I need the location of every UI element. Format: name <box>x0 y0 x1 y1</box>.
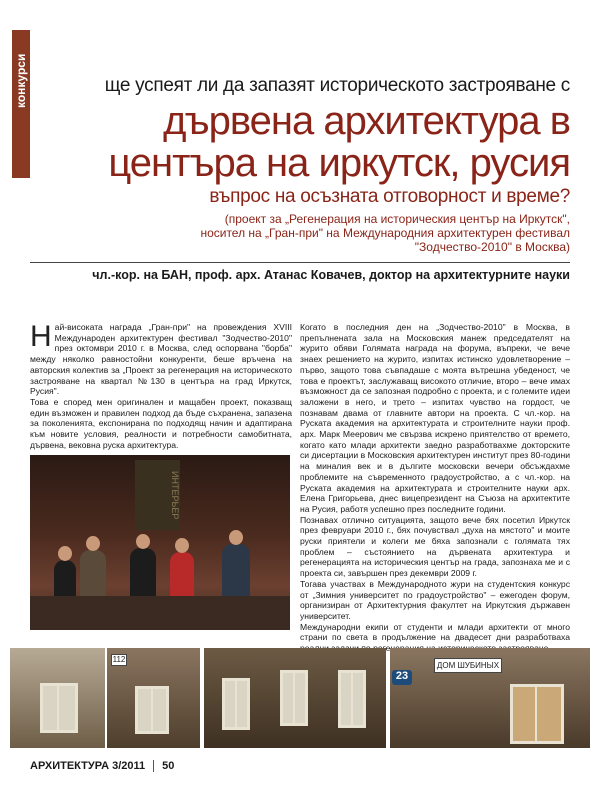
project-note-line-2: носител на „Гран-при" на Международния архитектурен фестивал <box>200 226 570 240</box>
project-note-line-3: "Зодчество-2010" в Москва) <box>414 240 570 254</box>
window <box>222 678 250 730</box>
kicker: ще успеят ли да запазят историческото застрояване с <box>104 75 570 96</box>
section-tab <box>12 30 30 178</box>
section-label: конкурси <box>14 53 28 108</box>
paragraph: Тогава участвах в Международното жури на студентския конкурс от „Зимния университет по градоустройство" – ежегоден форум, организиран от Архитектурния факултет на Иркутския държавен университет. <box>300 578 570 621</box>
paragraph: Когато в последния ден на „Зодчество-2010" в Москва, в препълнената зала на Московския манеж председателят на журито обяви Голямата награда на форума, въпреки, че вече знаех решението на журито, изпитах истинско удовлетворение – първо, защото това съвпадаше с моята вътрешна убеденост, че това е проектът, заслужаващ високото отличие, второ – вече имах възможност да се запозная подробно с проекта, и с големите идеи заложени в него, и трето – изпитах чувство на гордост, че познавам двама от главните автори на проекта. С чл.-кор. на Руската академия на архитектурата и строителните науки проф. арх. Марк Меерович ме свързва искрено приятелство от времето, когато като млади архитекти заедно разработвахме докторските си дисертации в Московския архитектурен институт през 80-години на миналия век и в дългите московски вечери обсъждахме проблемите на съвременното градоустройство, а с чл.-кор. на Руската академия на архитектурата и строителните науки арх. Елена Григорьева, днес вицепрезидент на Съюза на архитектите на Русия, работя успешно през последните години. <box>300 322 570 514</box>
headline <box>95 100 570 184</box>
subhead: въпрос на осъзната отговорност и време? <box>209 186 570 207</box>
project-note-line-1: (проект за „Регенерация на историческия център на Иркутск", <box>224 212 570 226</box>
stage-floor <box>30 596 290 630</box>
window <box>338 670 366 728</box>
window <box>280 670 308 726</box>
award-ceremony-photo <box>30 455 290 630</box>
door <box>510 684 564 744</box>
divider <box>30 262 570 263</box>
wooden-house-photo <box>204 648 386 748</box>
footer-divider <box>153 760 154 772</box>
window <box>135 686 169 734</box>
house-name-plate: ДОМ ШУБИНЫХ <box>434 658 502 673</box>
project-note <box>150 212 570 254</box>
article-column-2 <box>300 322 570 654</box>
footer <box>30 760 174 772</box>
paragraph: Най-високата награда „Гран-при" на провеждения XVIII Международен архитектурен фестивал "Зодчество-2010" през октомври 2010 г. в Москва, след оспорвана "борба" между няколко равностойни конкуренти, беше връчена на авторския колектив за „Проект за регенерация на историческото застрояване на квартал №130 в центъра на град Иркутск, Русия". <box>30 320 292 397</box>
house-number-plate: 23 <box>392 670 412 685</box>
window <box>40 683 78 733</box>
headline-line-1: дървена архитектура в <box>163 99 570 143</box>
wooden-house-photo <box>107 648 200 748</box>
author-byline: чл.-кор. на БАН, проф. арх. Атанас Ковачев, доктор на архитектурните науки <box>92 268 570 282</box>
paragraph: Международни екипи от студенти и млади архитекти от много страни по света в продължение на двадесет дни разработваха <box>300 621 570 643</box>
exhibition-sign: ИНТЕРЬЕР <box>135 460 180 530</box>
paragraph: Това е според мен оригинален и мащабен проект, показващ един възможен и правилен подход да бъде съхранена, запазена за поколенията, експонирана по подходящ начин и адаптирана към новите условия, реалности и потребности самобитната, дървена, вековна руска архитектура. <box>30 396 292 450</box>
magazine-name: АРХИТЕКТУРА 3/2011 <box>30 760 146 772</box>
wooden-house-photo <box>10 648 105 748</box>
drop-cap: Н <box>30 320 52 353</box>
wooden-house-photo <box>390 648 590 748</box>
headline-line-2: центъра на иркутск, русия <box>108 141 570 185</box>
article-column-1 <box>30 322 292 450</box>
paragraph: Познавах отлично ситуацията, защото вече бях посетил Иркутск през февруари 2010 г., бях почувствал „духа на мястото" и моите руски приятели и колеги ме бяха запознали с голямата тях проблем – състоянието на дървената архитектура и регенерацията на историческия център на града, запознаха ме и с проекта си, завършен през декември 2009 г. <box>300 514 570 579</box>
small-plate: 112 <box>112 655 126 664</box>
page-number: 50 <box>162 760 175 772</box>
